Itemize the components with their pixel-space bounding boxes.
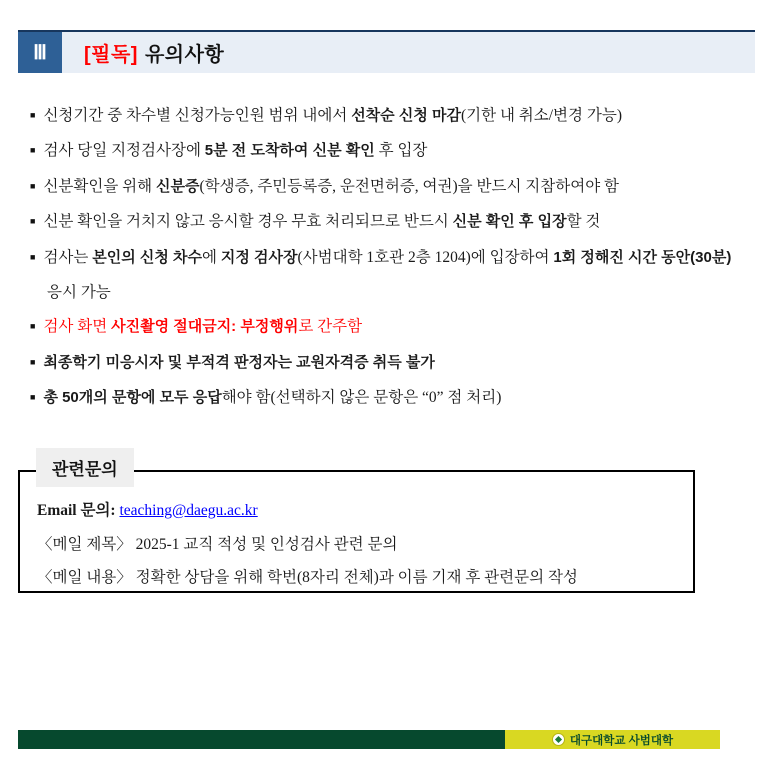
footer-yellow-bar <box>505 730 720 749</box>
notice-item <box>30 381 748 416</box>
notice-text-segment: 로 간주함 <box>298 318 363 336</box>
inquiry-email-line <box>37 494 693 528</box>
inquiry-box <box>18 460 695 593</box>
inquiry-box-label: 관련문의 <box>36 448 134 487</box>
bullet-square-icon: ■ <box>30 356 36 367</box>
section-title-prefix: [필독] <box>84 44 138 66</box>
notice-item <box>30 170 748 205</box>
footer-green-bar <box>18 730 505 749</box>
inquiry-mail-subject: 〈메일 제목〉 2025-1 교직 적성 및 인성검사 관련 문의 <box>37 535 398 553</box>
inquiry-email-label: Email 문의: <box>37 502 120 519</box>
bullet-square-icon: ■ <box>30 251 36 262</box>
inquiry-body <box>20 472 693 595</box>
section-title-main: 유의사항 <box>144 44 225 66</box>
notice-text-segment: 사진촬영 절대금지: 부정행위 <box>111 318 299 336</box>
notice-text-segment: 검사는 <box>43 248 93 266</box>
bullet-square-icon: ■ <box>30 392 36 403</box>
notice-text-segment: 응시 가능 <box>47 284 111 302</box>
notice-text-segment: 선착순 신청 마감 <box>351 107 461 124</box>
notice-text-segment: (학생증, 주민등록증, 운전면허증, 여권)을 반드시 지참하여야 함 <box>199 177 620 195</box>
notice-item <box>30 134 748 169</box>
notice-text-segment: 검사 화면 <box>43 318 112 336</box>
notice-text-segment: 총 50개의 문항에 모두 응답 <box>43 389 222 407</box>
notice-item <box>30 241 748 311</box>
notice-text-segment: 본인의 신청 차수 <box>92 248 203 266</box>
notice-text-segment: 1회 정해진 시간 동안(30분) <box>553 248 732 266</box>
notice-text-segment: 신분증 <box>156 177 200 195</box>
section-header <box>18 30 755 73</box>
notice-text-segment: 지정 검사장 <box>220 248 298 266</box>
notice-text-segment: 신청기간 중 차수별 신청가능인원 범위 내에서 <box>43 107 352 124</box>
notice-text-segment: 신분 확인 후 입장 <box>452 213 567 231</box>
bullet-square-icon: ■ <box>30 145 36 156</box>
notice-item <box>30 205 748 240</box>
notice-text-segment: (기한 내 취소/변경 가능) <box>460 107 622 124</box>
inquiry-mail-body: 〈메일 내용〉 정확한 상담을 위해 학번(8자리 전체)과 이름 기재 후 관련문의 작성 <box>37 569 578 586</box>
notice-text-segment: (사범대학 1호관 2층 1204)에 입장하여 <box>297 248 554 266</box>
email-link[interactable]: teaching@daegu.ac.kr <box>119 502 258 519</box>
footer-university-name: 대구대학교 사범대학 <box>569 734 674 747</box>
notice-item <box>30 99 748 134</box>
bullet-square-icon: ■ <box>30 180 36 191</box>
footer-bar <box>18 730 720 749</box>
section-title <box>62 32 224 73</box>
notice-item <box>30 346 748 381</box>
notice-text-segment: 에 <box>202 248 221 266</box>
notice-text-segment: 신분확인을 위해 <box>43 177 156 195</box>
bullet-square-icon: ■ <box>30 216 36 227</box>
section-number: Ⅲ <box>33 42 47 64</box>
notice-list <box>30 99 748 417</box>
notice-text-segment: 신분 확인을 거치지 않고 응시할 경우 무효 처리되므로 반드시 <box>43 213 453 231</box>
notice-text-segment: 최종학기 미응시자 및 부적격 판정자는 교원자격증 취득 불가 <box>43 353 435 371</box>
notice-text-segment: 할 것 <box>566 213 601 231</box>
notice-text-segment: 5분 전 도착하여 신분 확인 <box>204 142 375 160</box>
section-number-box <box>18 32 62 73</box>
bullet-square-icon: ■ <box>30 110 36 120</box>
bullet-square-icon: ■ <box>30 321 36 332</box>
notice-item <box>30 310 748 345</box>
notice-text-segment: 검사 당일 지정검사장에 <box>43 142 205 160</box>
notice-text-segment: 해야 함(선택하지 않은 문항은 “0” 점 처리) <box>221 389 502 407</box>
notice-text-segment: 후 입장 <box>374 142 428 160</box>
university-emblem-icon <box>552 733 565 746</box>
